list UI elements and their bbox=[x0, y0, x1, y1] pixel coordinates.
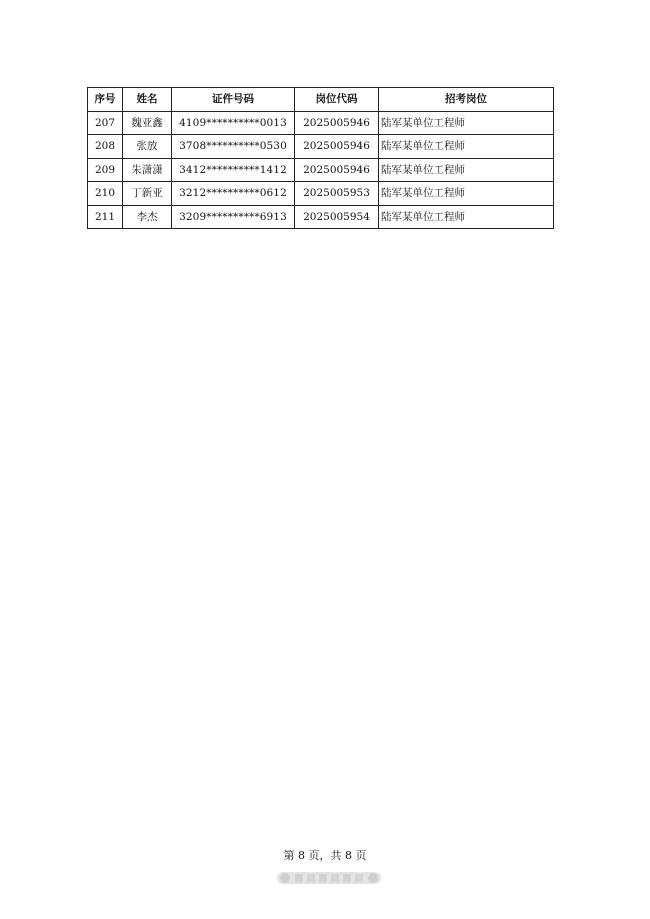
header-seq: 序号 bbox=[88, 88, 123, 112]
header-name: 姓名 bbox=[123, 88, 172, 112]
cell-post: 陆军某单位工程师 bbox=[379, 205, 554, 229]
cell-post: 陆军某单位工程师 bbox=[379, 182, 554, 206]
cell-id-number: 4109**********0013 bbox=[172, 111, 295, 135]
cell-post: 陆军某单位工程师 bbox=[379, 135, 554, 159]
cell-name: 张放 bbox=[123, 135, 172, 159]
cell-post: 陆军某单位工程师 bbox=[379, 158, 554, 182]
cell-post-code: 2025005946 bbox=[295, 135, 379, 159]
page-footer: 第 8 页，共 8 页 bbox=[283, 849, 367, 862]
header-id-number: 证件号码 bbox=[172, 88, 295, 112]
cell-seq: 210 bbox=[88, 182, 123, 206]
header-post-code: 岗位代码 bbox=[295, 88, 379, 112]
cell-name: 李杰 bbox=[123, 205, 172, 229]
cell-id-number: 3209**********6913 bbox=[172, 205, 295, 229]
cell-post-code: 2025005954 bbox=[295, 205, 379, 229]
cell-post-code: 2025005946 bbox=[295, 158, 379, 182]
cell-name: 魏亚鑫 bbox=[123, 111, 172, 135]
candidate-table bbox=[87, 87, 554, 229]
table-row bbox=[88, 158, 554, 182]
cell-post: 陆军某单位工程师 bbox=[379, 111, 554, 135]
table-row bbox=[88, 205, 554, 229]
cell-seq: 211 bbox=[88, 205, 123, 229]
cell-seq: 207 bbox=[88, 111, 123, 135]
cell-post-code: 2025005946 bbox=[295, 111, 379, 135]
table-row bbox=[88, 111, 554, 135]
header-post: 招考岗位 bbox=[379, 88, 554, 112]
blurred-watermark bbox=[277, 868, 381, 888]
table-row bbox=[88, 182, 554, 206]
cell-name: 朱潇潇 bbox=[123, 158, 172, 182]
table-row bbox=[88, 135, 554, 159]
cell-name: 丁新亚 bbox=[123, 182, 172, 206]
cell-post-code: 2025005953 bbox=[295, 182, 379, 206]
cell-seq: 208 bbox=[88, 135, 123, 159]
cell-seq: 209 bbox=[88, 158, 123, 182]
table-header-row bbox=[88, 88, 554, 112]
cell-id-number: 3212**********0612 bbox=[172, 182, 295, 206]
cell-id-number: 3708**********0530 bbox=[172, 135, 295, 159]
cell-id-number: 3412**********1412 bbox=[172, 158, 295, 182]
